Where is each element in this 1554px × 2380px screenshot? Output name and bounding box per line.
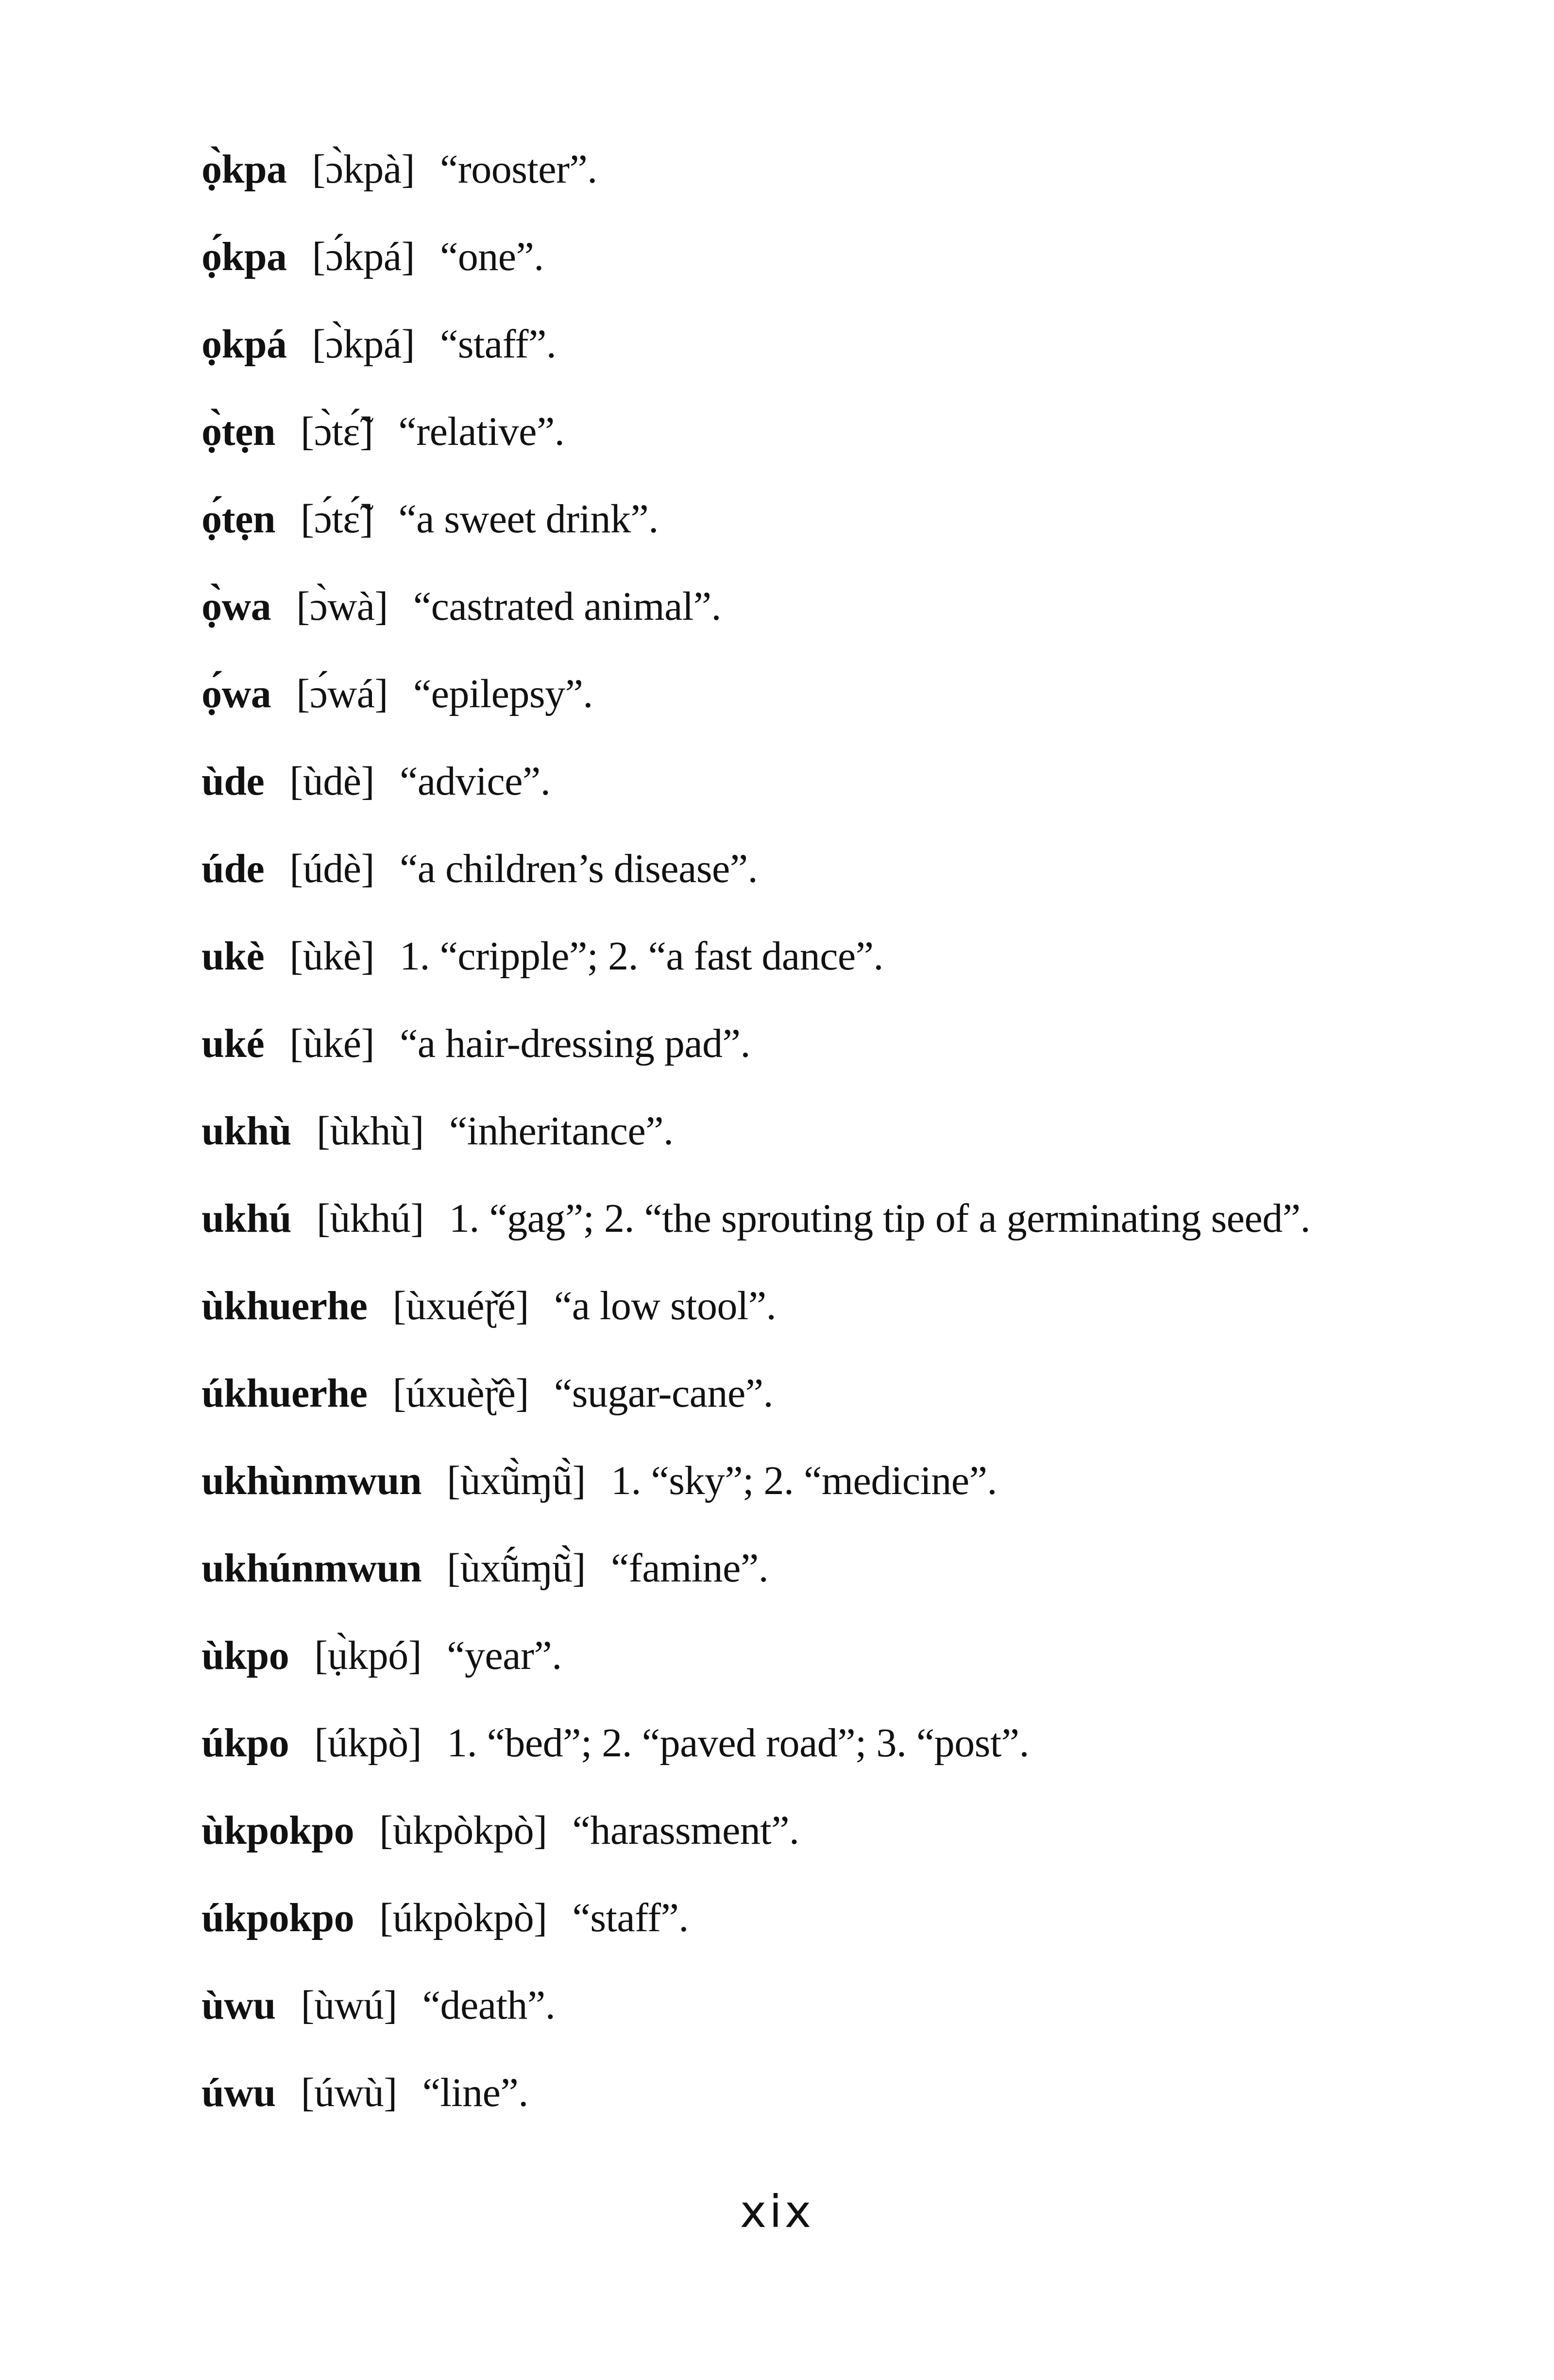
entry-row — [202, 1087, 1542, 1174]
entry-row — [202, 1612, 1542, 1699]
entry-transcription: [ùdè] — [289, 758, 374, 804]
entry-transcription: [ɔ́kpá] — [312, 234, 415, 279]
entry-transcription: [ɔ̀kpà] — [312, 146, 415, 192]
entry-gloss: “epilepsy”. — [413, 671, 593, 716]
entry-row — [202, 125, 1542, 213]
entry-gloss: 1. “sky”; 2. “medicine”. — [610, 1458, 997, 1503]
entry-gloss: “rooster”. — [439, 146, 597, 192]
entry-gloss: “death”. — [422, 1982, 556, 2028]
entry-row — [202, 825, 1542, 912]
entry-row — [202, 475, 1542, 562]
entry-transcription: [údè] — [289, 846, 374, 891]
entry-transcription: [ùkhú] — [316, 1195, 424, 1241]
entry-transcription: [úkpò] — [314, 1720, 422, 1766]
entry-headword: ukhù — [202, 1108, 291, 1154]
entry-transcription: [ùké] — [289, 1020, 374, 1066]
entry-headword: ọ̀kpa — [202, 146, 287, 192]
entry-row — [202, 1874, 1542, 1961]
entry-transcription: [ɔ̀kpá] — [312, 321, 415, 367]
entry-row — [202, 1699, 1542, 1786]
entry-headword: ọ́kpa — [202, 234, 287, 279]
entry-gloss: “relative”. — [398, 408, 565, 454]
entry-transcription: [ɔ́wá] — [296, 671, 388, 716]
entry-headword: úde — [202, 846, 265, 891]
entry-gloss: “year”. — [447, 1632, 562, 1678]
entry-gloss: 1. “gag”; 2. “the sprouting tip of a germinating seed”. — [449, 1195, 1311, 1241]
entry-transcription: [ùkpòkpò] — [379, 1807, 547, 1853]
entry-headword: ukhúnmwun — [202, 1545, 422, 1591]
entry-row — [202, 388, 1542, 475]
entry-headword: ọ́tẹn — [202, 496, 275, 542]
entry-transcription: [úxuèɽ̌è] — [392, 1370, 529, 1416]
entry-headword: úkhuerhe — [202, 1370, 368, 1416]
entry-gloss: “inheritance”. — [449, 1108, 674, 1154]
entry-transcription: [ùwú] — [301, 1982, 397, 2028]
entry-transcription: [úkpòkpò] — [379, 1895, 547, 1940]
entry-gloss: “sugar-cane”. — [554, 1370, 774, 1416]
entry-headword: ùwu — [202, 1982, 276, 2028]
entry-row — [202, 213, 1542, 300]
entry-transcription: [ùkhù] — [316, 1108, 424, 1154]
entry-row — [202, 300, 1542, 388]
entry-row — [202, 1174, 1542, 1262]
entry-headword: ukè — [202, 933, 265, 979]
entry-headword: ukhú — [202, 1195, 291, 1241]
entry-gloss: 1. “bed”; 2. “paved road”; 3. “post”. — [447, 1720, 1030, 1766]
entry-headword: uké — [202, 1020, 265, 1066]
entry-transcription: [ùkè] — [289, 933, 374, 979]
entry-gloss: “one”. — [439, 234, 544, 279]
entry-gloss: “a sweet drink”. — [398, 496, 659, 542]
entry-transcription: [úwù] — [301, 2070, 397, 2115]
entry-headword: ukhùnmwun — [202, 1458, 422, 1503]
entry-transcription: [ùxṹɱũ̀] — [447, 1545, 586, 1591]
entry-gloss: “castrated animal”. — [413, 583, 721, 629]
entry-gloss: “staff”. — [439, 321, 557, 367]
entry-gloss: 1. “cripple”; 2. “a fast dance”. — [399, 933, 884, 979]
entry-headword: ọ́wa — [202, 671, 271, 716]
entry-row — [202, 650, 1542, 737]
entry-row — [202, 912, 1542, 1000]
entry-list — [202, 125, 1542, 2136]
entry-row — [202, 562, 1542, 650]
entry-headword: úkpo — [202, 1720, 289, 1766]
entry-row — [202, 1786, 1542, 1874]
entry-headword: ọkpá — [202, 321, 287, 367]
entry-transcription: [ùxũ̀ɱũ̀] — [447, 1458, 586, 1503]
entry-headword: ọ̀wa — [202, 583, 271, 629]
entry-gloss: “a hair-dressing pad”. — [399, 1020, 750, 1066]
entry-gloss: “line”. — [422, 2070, 528, 2115]
entry-headword: ùkpokpo — [202, 1807, 355, 1853]
entry-headword: ọ̀tẹn — [202, 408, 275, 454]
page-number: xix — [740, 2186, 814, 2238]
entry-transcription: [ùxuéɽ̌é] — [392, 1283, 529, 1328]
entry-gloss: “famine”. — [610, 1545, 769, 1591]
entry-gloss: “a low stool”. — [554, 1283, 777, 1328]
entry-gloss: “a children’s disease”. — [399, 846, 758, 891]
entry-transcription: [ɔ̀tɛ̃́] — [300, 408, 373, 454]
entry-row — [202, 1349, 1542, 1437]
entry-transcription: [ɔ́tɛ̃́] — [300, 496, 373, 542]
entry-row — [202, 1524, 1542, 1612]
entry-row — [202, 1437, 1542, 1524]
entry-transcription: [ɔ̀wà] — [296, 583, 388, 629]
entry-row — [202, 737, 1542, 825]
entry-row — [202, 1961, 1542, 2049]
entry-headword: ùde — [202, 758, 265, 804]
entry-row — [202, 2049, 1542, 2136]
entry-row — [202, 1000, 1542, 1087]
entry-gloss: “staff”. — [572, 1895, 689, 1940]
entry-gloss: “advice”. — [399, 758, 551, 804]
entry-headword: ùkhuerhe — [202, 1283, 368, 1328]
entry-row — [202, 1262, 1542, 1349]
entry-headword: úkpokpo — [202, 1895, 355, 1940]
entry-headword: ùkpo — [202, 1632, 289, 1678]
entry-gloss: “harassment”. — [572, 1807, 799, 1853]
entry-transcription: [ụ̀kpó] — [314, 1632, 422, 1678]
entry-headword: úwu — [202, 2070, 276, 2115]
